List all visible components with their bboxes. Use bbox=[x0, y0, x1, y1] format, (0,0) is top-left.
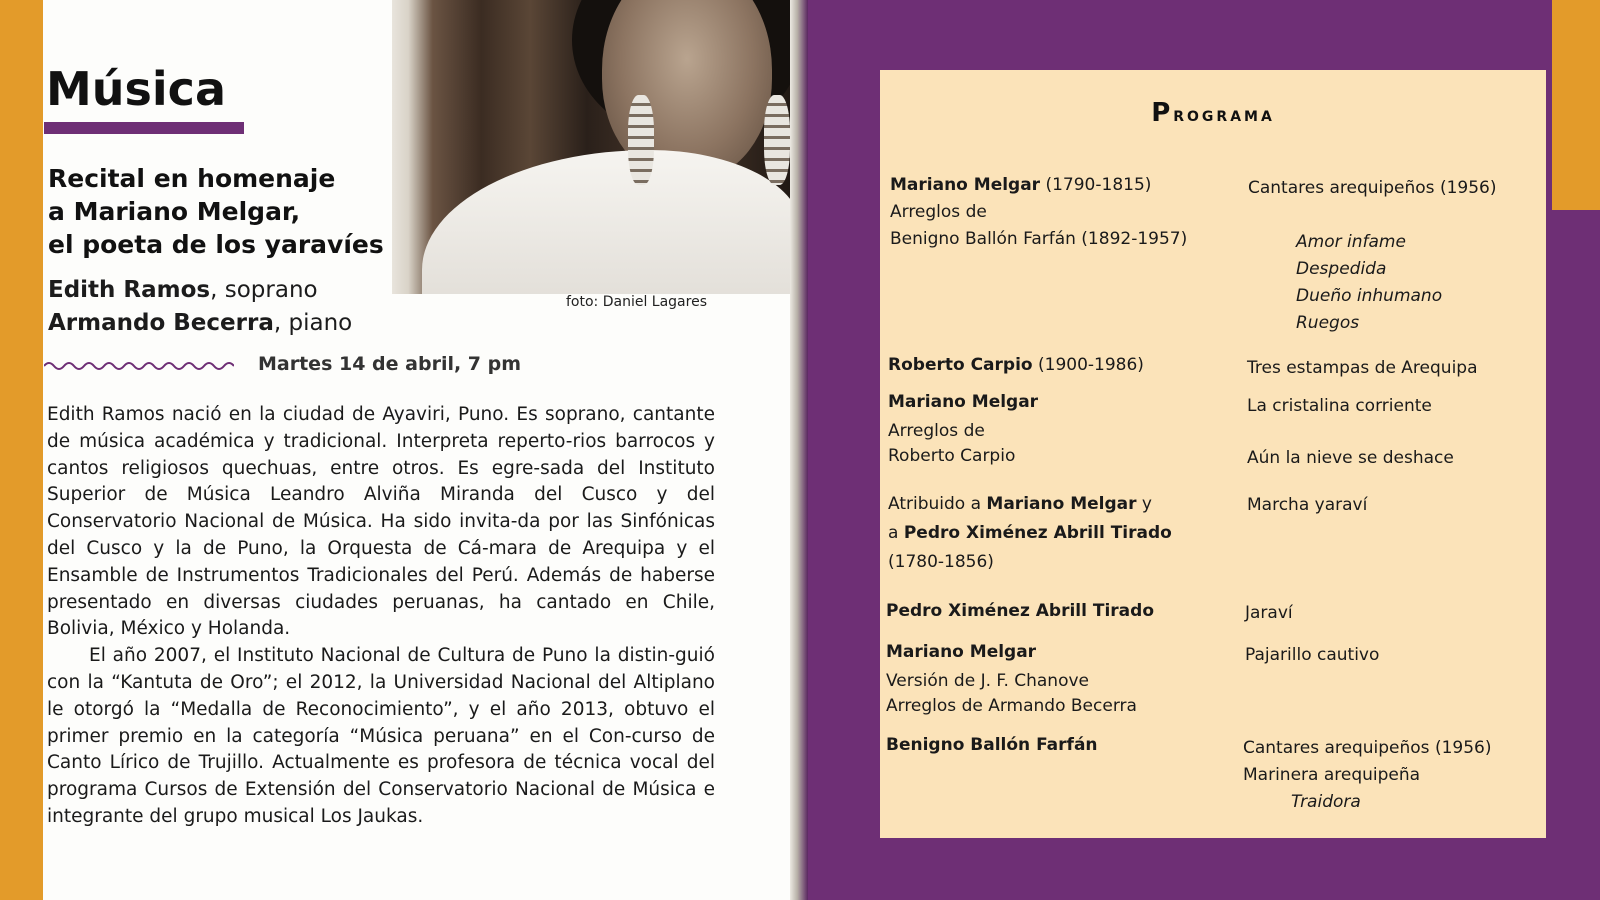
singer-photo bbox=[392, 0, 798, 294]
left-edge-strip bbox=[0, 0, 43, 900]
biography bbox=[47, 402, 715, 831]
event-date: Martes 14 de abril, 7 pm bbox=[258, 353, 522, 375]
title-underline bbox=[44, 122, 244, 134]
bio-paragraph: El año 2007, el Instituto Nacional de Cultura de Puno la distin-guió con la “Kantuta de Oro”; el 2012, la Universidad Nacional del Altiplano le otorgó la “Medalla de Reconocimiento”, y el año 2013, obtuvo el primer premio en la categoría “Música peruana” en el Con-curso de Canto Lírico de Trujillo. Actualmente es profesora de técnica vocal del programa Cursos de Extensión del Conservatorio Nacional de Música e integrante del grupo musical Los Jaukas. bbox=[47, 645, 715, 827]
program-work: Cantares arequipeños (1956) Amor infame Despedida Dueño inhumano Ruegos bbox=[1248, 178, 1497, 333]
section-title: Música bbox=[46, 62, 226, 116]
program-title: Programa bbox=[1151, 98, 1275, 128]
bio-paragraph: Edith Ramos nació en la ciudad de Ayaviri, Puno. Es soprano, cantante de música académica y tradicional. Interpreta reperto-rios barrocos y cantos religiosos quechuas, entre otros. Es egre-sada del Instituto Superior de Música Leandro Alviña Miranda del Cusco y del Conservatorio Nacional de Música. Ha sido invita-da por las Sinfónicas del Cusco y la de Puno, la Orquesta de Cá-mara de Arequipa y el Ensamble de Instrumentos Tradicionales del Perú. Además de haberse presentado en diversas ciudades peruanas, ha cantado en Chile, Bolivia, México y Holanda. bbox=[47, 404, 715, 640]
event-subtitle: Recital en homenaje a Mariano Melgar, el poeta de los yaravíes bbox=[48, 164, 384, 259]
performer: Armando Becerra, piano bbox=[48, 310, 353, 336]
program-entry: Atribuido a Mariano Melgar y a Pedro Ximénez Abrill Tirado (1780-1856) bbox=[888, 494, 1172, 572]
program-work: Jaraví bbox=[1245, 603, 1293, 623]
program-entry: Pedro Ximénez Abrill Tirado bbox=[886, 601, 1154, 621]
section-tab bbox=[1552, 0, 1600, 210]
program-entry: Mariano Melgar (1790-1815) Arreglos de Benigno Ballón Farfán (1892-1957) bbox=[890, 175, 1188, 249]
program-entry: Roberto Carpio (1900-1986) bbox=[888, 355, 1144, 375]
program-work: Tres estampas de Arequipa bbox=[1247, 358, 1478, 378]
program-work: Pajarillo cautivo bbox=[1245, 645, 1380, 665]
program-entry: Benigno Ballón Farfán bbox=[886, 735, 1098, 755]
performers bbox=[48, 274, 352, 340]
photo-credit: foto: Daniel Lagares bbox=[566, 294, 707, 310]
spine bbox=[790, 0, 808, 900]
program-work: La cristalina corriente Aún la nieve se deshace bbox=[1247, 396, 1454, 468]
performer: Edith Ramos, soprano bbox=[48, 277, 318, 303]
program-entry: Mariano Melgar Arreglos de Roberto Carpio bbox=[888, 392, 1039, 466]
program-work: Cantares arequipeños (1956) Marinera arequipeña Traidora bbox=[1243, 738, 1492, 812]
program-work: Marcha yaraví bbox=[1247, 495, 1368, 515]
wavy-divider bbox=[44, 360, 234, 372]
program-entry: Mariano Melgar Versión de J. F. Chanove Arreglos de Armando Becerra bbox=[886, 642, 1137, 716]
